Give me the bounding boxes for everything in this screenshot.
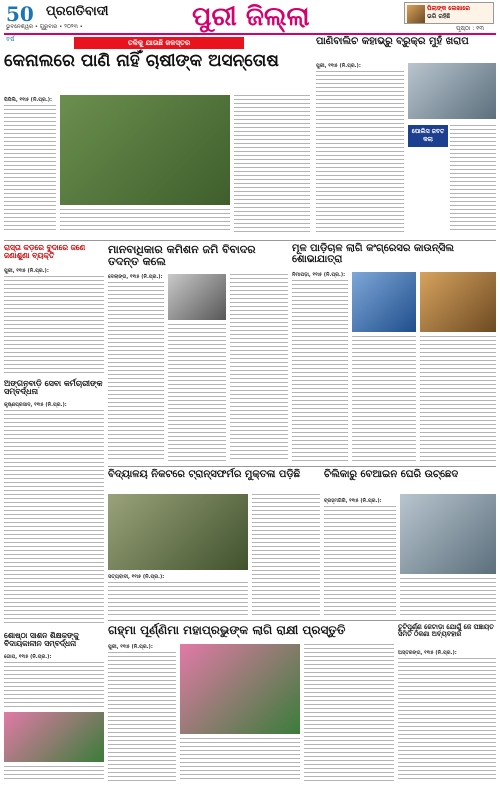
article-roadside (4, 244, 104, 376)
body-text (4, 662, 104, 708)
article-anganwadi (4, 380, 104, 628)
divider (4, 240, 496, 241)
body-text-2 (352, 336, 416, 462)
headline: ବିଦ୍ୟାଳୟ ନିକଟରେ ଟ୍ରାନ୍ସଫର୍ମର ମୁକ୍ତଳା ପଡ଼ିଛି (108, 469, 301, 480)
headline: ଅଙ୍ଗନବାଡ଼ି ସେବା କର୍ମଚାରୀଙ୍କ ସମ୍ବର୍ଦ୍ଧନା (4, 379, 103, 397)
dateline: ପୁରୀ, ୧୧ା୫ (ନି.ପ୍ର.): (4, 268, 49, 274)
article-photo-2 (420, 272, 496, 332)
logo-number: 50 (6, 2, 34, 26)
body-text-2 (4, 766, 104, 782)
headline: ମାନବାଧିକାର କମିଶନ ଜମି ବିବାଦର ତଦନ୍ତ କଲେ (108, 243, 256, 268)
section-title: ପୁରୀ ଜିଲ୍ଲା (192, 2, 310, 32)
kicker-banner: ତଳିକୁ ଯାଉଛି ଜଳସ୍ତର (74, 37, 244, 49)
dateline: ନିମାପଡ଼ା, ୧୧ା୫ (ନି.ପ୍ର.): (292, 272, 346, 278)
dateline: ବ୍ରହ୍ମଗିରି, ୧୧ା୫ (ନି.ପ୍ର.): (324, 498, 382, 504)
headline: ମୂଳ ପାଡ଼ିଚାଳ ଲାଗି କଂଗ୍ରେସର କାଉନ୍‌ସିଲ ଶୋଭାଯାତ୍ରା (292, 243, 454, 265)
article-panchayat (398, 624, 496, 784)
article-photo (408, 63, 496, 119)
article-congress (292, 244, 496, 464)
body-text-2 (234, 95, 310, 233)
body-text (324, 506, 396, 616)
logo-sub: ବର୍ଷ (6, 36, 15, 43)
dateline: ପିପିଲି, ୧୧ା୫ (ନି.ପ୍ର.): (4, 97, 53, 103)
dateline: ପୁରୀ, ୧୧ା୫ (ନି.ପ୍ର.): (316, 63, 361, 69)
body-text-2 (450, 125, 496, 233)
article-teacher (4, 632, 104, 784)
date-line: ଭୁବନେଶ୍ୱର • ଗୁରୁବାର • ୨୦୨୩ • (6, 24, 83, 30)
article-chilika (324, 470, 496, 618)
body-text-3 (420, 336, 496, 462)
chilika-photo (400, 494, 496, 574)
body-text (292, 280, 348, 462)
body-text-3 (230, 274, 288, 462)
dateline: କୃଷ୍ଣପ୍ରସାଦ, ୧୧ା୫ (ନି.ପ୍ର.): (4, 402, 67, 408)
masthead-rule (4, 33, 496, 35)
body-text (4, 410, 104, 626)
promo-text-2: ଭରି ରହିଛି (427, 13, 451, 20)
inset-label: ପୋଲିସ ଜବତ କଲା (408, 125, 448, 147)
article-photo-1 (352, 272, 416, 332)
body-text (4, 105, 56, 233)
article-transformer (108, 470, 320, 618)
headline: ତୁଟିପୂର୍ଣ୍ଣ ଜେଟାଡ଼ା ଯୋଗୁଁ ଜେ ପଞ୍ଚାୟତ ସମିତି ଠିକଣା ଅବ୍ୟବହାର (398, 623, 494, 638)
dateline: ସତ୍ୟବାଦୀ, ୧୧ା୫ (ନି.ପ୍ର.): (108, 574, 165, 580)
photo-caption (60, 209, 230, 233)
body-text-3 (304, 644, 394, 782)
canal-photo (60, 95, 230, 205)
body-text (108, 652, 176, 782)
body-text (398, 658, 496, 782)
headline: ଚିଲିକାରୁ ବେଆଇନ ଘେରି ଉଚ୍ଛେଦ (324, 469, 459, 480)
transformer-photo (108, 494, 248, 570)
headline: ଶୋଷ୍ଠା ସାଶନ ଶିକ୍ଷକଙ୍କୁ ବିଦାୟକାଳୀନ ସମ୍ବର୍ଦ୍ଧନା (4, 631, 79, 648)
body-text (108, 282, 164, 462)
rakhi-photo (180, 644, 300, 734)
body-text-2 (252, 494, 320, 616)
headline: କେନାଲରେ ପାଣି ନାହିଁ ଚାଷୀଙ୍କ ଅସନ୍ତୋଷ (4, 51, 279, 71)
article-rakhi (108, 624, 394, 784)
article-photo (168, 274, 226, 320)
paper-name: ପ୍ରଗତିବାଦୀ (46, 4, 109, 19)
headline: ରାସ୍ତା କଡ଼ରେ ବୁଦାରେ ଜଣେ ଜଣାଶୁଣା ବ୍ୟକ୍ତି (4, 243, 86, 260)
dateline: ଦେଲାଙ୍ଗ, ୧୧ା୫ (ନି.ପ୍ର.): (108, 274, 163, 280)
body-text (108, 582, 248, 616)
body-text-2 (400, 578, 496, 616)
article-human-rights (108, 244, 288, 464)
dateline: ଅସ୍ତରଙ୍ଗ, ୧୧ା୫ (ନି.ପ୍ର.): (398, 650, 457, 656)
body-text (316, 71, 404, 233)
divider (108, 466, 496, 467)
article-brook (316, 37, 496, 237)
headline: ପାଣିବାଲିଚ କହାଭ୍ରୁ ବ୍ରୁକ୍‌ର ମୁହଁ ଖରାପ (316, 36, 469, 47)
promo-image (407, 5, 425, 23)
headline: ଗହ୍ମା ପୂର୍ଣ୍ଣିମା ମହାପ୍ରଭୁଙ୍କ ଲାଗି ରାକ୍ଷୀ ପ୍ରସ୍ତୁତି (108, 623, 346, 637)
divider (108, 620, 496, 621)
promo-box (404, 2, 494, 24)
body-text (4, 276, 104, 376)
body-text-2 (168, 324, 226, 462)
teacher-photo (4, 712, 104, 762)
article-canal-water (4, 37, 310, 237)
dateline: ଗୋପ, ୧୧ା୫ (ନି.ପ୍ର.): (4, 654, 52, 660)
dateline: ପୁରୀ, ୧୧ା୫ (ନି.ପ୍ର.): (108, 644, 153, 650)
body-text-2 (180, 738, 300, 782)
promo-text-1: ପିଲାଙ୍କ ଲେଖାରେ (427, 5, 470, 12)
page-label: ପୃଷ୍ଠା : ୧୩ (456, 25, 484, 32)
